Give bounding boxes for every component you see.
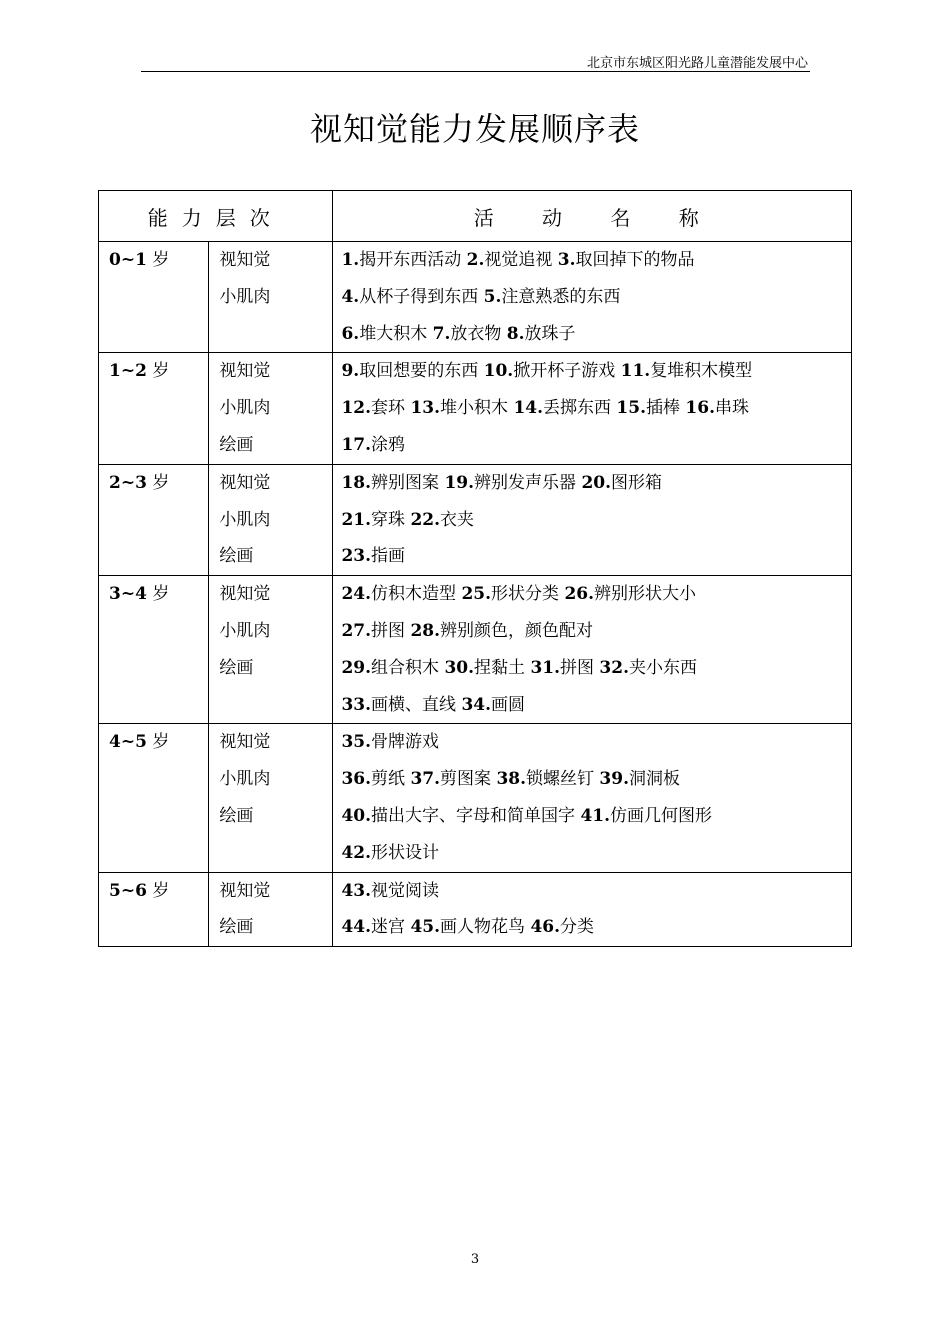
activity-number: 6. — [341, 323, 360, 344]
activity-name: 辨别图案 — [371, 472, 445, 493]
age-unit: 岁 — [152, 584, 170, 605]
activity-number: 35. — [341, 732, 372, 753]
activity-number: 39. — [599, 769, 629, 790]
page-title: 视知觉能力发展顺序表 — [309, 110, 640, 148]
activity-name: 仿画几何图形 — [610, 805, 713, 826]
age-cell — [99, 724, 209, 872]
activity-name: 取回掉下的物品 — [575, 250, 695, 270]
activity-name: 丢掷东西 — [543, 398, 617, 419]
activity-cell — [333, 242, 852, 353]
activity-line — [333, 613, 851, 650]
activity-number: 32. — [599, 657, 629, 678]
activity-name: 辨别发声乐器 — [474, 472, 582, 493]
activity-number: 29. — [341, 657, 372, 678]
age-range: 0~1 — [109, 250, 147, 270]
activity-number: 4. — [341, 286, 360, 307]
activity-line — [333, 909, 851, 946]
activity-number: 28. — [410, 620, 441, 641]
activity-name: 组合积木 — [371, 657, 445, 678]
activity-number: 17. — [341, 434, 372, 455]
age-range: 5~6 — [109, 880, 147, 901]
activity-number: 14. — [513, 398, 544, 419]
activity-name: 锁螺丝钉 — [526, 769, 600, 790]
activity-number: 5. — [483, 286, 502, 307]
activity-name: 剪图案 — [440, 769, 497, 790]
category-label: 绘画 — [219, 917, 254, 938]
activity-name: 画圆 — [491, 694, 526, 715]
activity-name: 揭开东西活动 — [359, 250, 467, 270]
activity-number: 33. — [341, 694, 372, 715]
activity-name: 辨别形状大小 — [594, 584, 697, 605]
activity-cell — [333, 353, 852, 464]
activity-number: 36. — [341, 769, 372, 790]
category-cell — [209, 464, 333, 575]
activity-name: 洞洞板 — [629, 769, 680, 790]
header-org-name: 北京市东城区阳光路儿童潜能发展中心 — [586, 56, 808, 71]
category-cell — [209, 724, 333, 872]
age-cell — [99, 242, 209, 353]
activity-name: 放衣物 — [450, 323, 507, 344]
activity-number: 23. — [341, 546, 372, 567]
activity-line — [333, 538, 851, 575]
table-row — [99, 353, 852, 464]
activity-name: 插棒 — [646, 398, 686, 419]
activity-name: 辨别颜色，颜色配对 — [440, 620, 594, 641]
age-cell — [99, 576, 209, 724]
activity-line — [333, 798, 851, 835]
activity-number: 12. — [341, 398, 372, 419]
activity-line — [333, 650, 851, 687]
activity-name: 衣夹 — [440, 509, 475, 530]
activity-name: 视觉追视 — [484, 250, 558, 270]
activity-number: 30. — [444, 657, 475, 678]
activity-number: 31. — [530, 657, 561, 678]
activity-name: 迷宫 — [371, 917, 411, 938]
activity-cell — [333, 872, 852, 947]
age-range: 3~4 — [109, 584, 147, 605]
activity-line — [333, 279, 851, 316]
activity-name: 串珠 — [714, 398, 749, 419]
activity-name: 拼图 — [371, 620, 411, 641]
table-row — [99, 872, 852, 947]
category-label: 小肌肉 — [219, 286, 271, 307]
category-label: 绘画 — [219, 657, 254, 678]
activity-name: 画人物花鸟 — [440, 917, 531, 938]
activity-number: 21. — [341, 509, 372, 530]
category-label: 视知觉 — [219, 732, 271, 753]
activity-number: 25. — [461, 584, 492, 605]
activity-number: 26. — [564, 584, 595, 605]
age-label — [99, 873, 208, 910]
activity-number: 2. — [466, 250, 485, 270]
activity-line — [333, 465, 851, 502]
category-label: 绘画 — [219, 434, 254, 455]
table-body — [99, 242, 852, 947]
activity-name: 掀开杯子游戏 — [513, 361, 621, 382]
activity-number: 45. — [410, 917, 441, 938]
category-cell — [209, 872, 333, 947]
category-label: 视知觉 — [219, 472, 271, 493]
age-range: 1~2 — [109, 361, 147, 382]
table-row — [99, 464, 852, 575]
activity-name: 指画 — [371, 546, 406, 567]
activity-name: 画横、直线 — [371, 694, 462, 715]
activity-number: 16. — [685, 398, 715, 419]
activity-name: 涂鸦 — [371, 434, 406, 455]
activity-number: 9. — [341, 361, 360, 382]
activity-name: 剪纸 — [371, 769, 411, 790]
activity-cell — [333, 724, 852, 872]
category-label: 小肌肉 — [219, 620, 271, 641]
activity-number: 22. — [410, 509, 441, 530]
age-label — [99, 353, 208, 390]
age-unit: 岁 — [152, 250, 170, 270]
activity-name: 图形箱 — [611, 472, 663, 493]
table-row — [99, 724, 852, 872]
age-label — [99, 242, 208, 279]
category-label: 小肌肉 — [219, 769, 271, 790]
activity-number: 42. — [341, 842, 372, 863]
category-label: 视知觉 — [219, 584, 271, 605]
activity-number: 10. — [483, 361, 514, 382]
activity-number: 1. — [341, 250, 360, 270]
activity-number: 24. — [341, 584, 372, 605]
age-label — [99, 465, 208, 502]
activity-name: 拼图 — [560, 657, 600, 678]
age-label — [99, 576, 208, 613]
activity-number: 37. — [410, 769, 441, 790]
activity-line — [333, 242, 851, 279]
activity-name: 描出大字、字母和简单国字 — [371, 805, 581, 826]
activity-number: 46. — [530, 917, 561, 938]
activity-name: 从杯子得到东西 — [359, 286, 484, 307]
activity-name: 分类 — [560, 917, 595, 938]
age-unit: 岁 — [152, 732, 170, 753]
category-label: 绘画 — [219, 805, 254, 826]
header-activity-name: 活 动 名 称 — [333, 191, 852, 242]
activity-name: 堆小积木 — [440, 398, 514, 419]
activity-cell — [333, 464, 852, 575]
activity-number: 19. — [444, 472, 475, 493]
activity-name: 堆大积木 — [359, 323, 433, 344]
activity-name: 复堆积木模型 — [650, 361, 753, 382]
activity-name: 穿珠 — [371, 509, 411, 530]
activity-line — [333, 724, 851, 761]
activity-name: 骨牌游戏 — [371, 732, 440, 753]
page-number: 3 — [470, 1252, 480, 1267]
activity-name: 套环 — [371, 398, 411, 419]
activity-line — [333, 316, 851, 353]
activity-number: 15. — [616, 398, 646, 419]
category-label: 小肌肉 — [219, 509, 271, 530]
activity-name: 形状设计 — [371, 842, 440, 863]
activity-line — [333, 873, 851, 910]
category-cell — [209, 353, 333, 464]
age-unit: 岁 — [152, 361, 170, 382]
category-label: 视知觉 — [219, 250, 271, 270]
activity-number: 43. — [341, 880, 372, 901]
table-row — [99, 576, 852, 724]
activity-line — [333, 427, 851, 464]
activity-name: 捏黏土 — [474, 657, 531, 678]
activity-number: 11. — [620, 361, 651, 382]
activity-line — [333, 502, 851, 539]
activity-line — [333, 390, 851, 427]
activity-cell — [333, 576, 852, 724]
activity-name: 取回想要的东西 — [359, 361, 484, 382]
category-cell — [209, 576, 333, 724]
activity-name: 放珠子 — [524, 323, 576, 344]
age-range: 2~3 — [109, 472, 147, 493]
activity-number: 41. — [580, 805, 611, 826]
activity-number: 40. — [341, 805, 372, 826]
table-row — [99, 242, 852, 353]
activity-number: 44. — [341, 917, 372, 938]
age-cell — [99, 464, 209, 575]
category-label: 小肌肉 — [219, 398, 271, 419]
activity-number: 8. — [506, 323, 525, 344]
activity-line — [333, 761, 851, 798]
activity-name: 形状分类 — [491, 584, 565, 605]
category-label: 视知觉 — [219, 880, 271, 901]
age-cell — [99, 353, 209, 464]
activity-number: 13. — [410, 398, 441, 419]
activity-line — [333, 687, 851, 724]
activity-line — [333, 353, 851, 390]
activity-name: 夹小东西 — [629, 657, 697, 678]
activity-name: 视觉阅读 — [371, 880, 440, 901]
age-unit: 岁 — [152, 880, 170, 901]
activity-number: 18. — [341, 472, 372, 493]
category-label: 视知觉 — [219, 361, 271, 382]
table-header-row — [99, 191, 852, 242]
ability-table — [98, 190, 852, 947]
age-range: 4~5 — [109, 732, 147, 753]
category-label: 绘画 — [219, 546, 254, 567]
age-cell — [99, 872, 209, 947]
activity-line — [333, 835, 851, 872]
activity-number: 7. — [432, 323, 451, 344]
activity-line — [333, 576, 851, 613]
activity-name: 仿积木造型 — [371, 584, 462, 605]
category-cell — [209, 242, 333, 353]
age-unit: 岁 — [152, 472, 170, 493]
activity-number: 38. — [496, 769, 527, 790]
header-ability-level: 能力层次 — [99, 191, 333, 242]
activity-name: 注意熟悉的东西 — [501, 286, 621, 307]
page-header — [141, 50, 810, 72]
activity-number: 27. — [341, 620, 372, 641]
age-label — [99, 724, 208, 761]
activity-number: 34. — [461, 694, 492, 715]
activity-number: 3. — [557, 250, 576, 270]
activity-number: 20. — [581, 472, 612, 493]
